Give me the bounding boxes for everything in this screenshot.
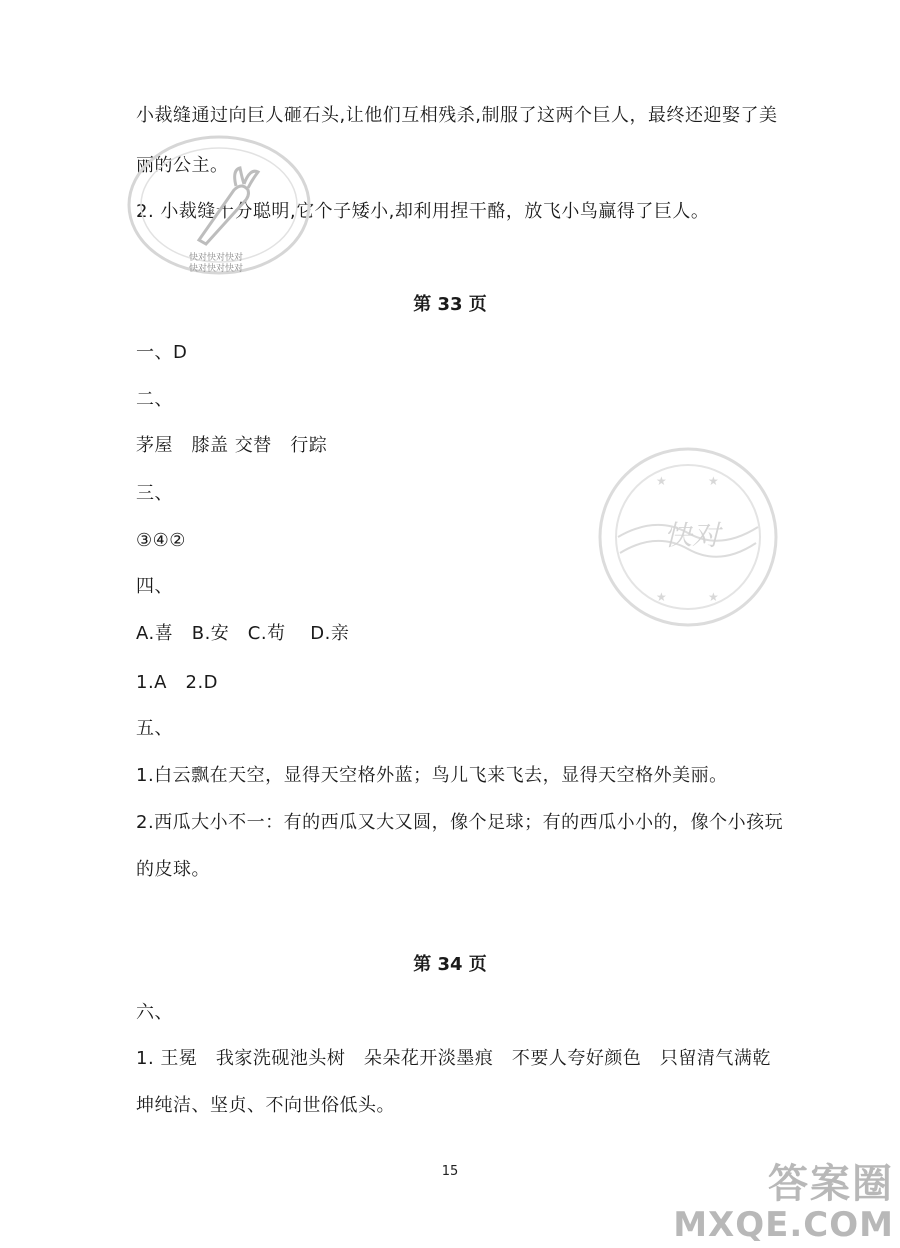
page-number: 15: [441, 1164, 459, 1179]
section-heading: 第 34 页: [413, 954, 487, 975]
answer-line: A.喜 B.安 C.苟 D.亲: [136, 623, 350, 644]
answer-line: 四、: [136, 576, 173, 597]
section-heading: 第 33 页: [413, 294, 487, 315]
answer-line: 茅屋 膝盖 交替 行踪: [136, 435, 328, 456]
watermark-url: MXQE.COM: [673, 1205, 894, 1245]
answer-line: 的皮球。: [136, 859, 210, 880]
answer-line: 一、D: [136, 342, 188, 363]
answer-line: 1.A 2.D: [136, 672, 219, 693]
svg-text:★: ★: [708, 590, 719, 604]
answer-line: 三、: [136, 483, 173, 504]
answer-line: ③④②: [136, 530, 186, 551]
answer-line: 2.西瓜大小不一：有的西瓜又大又圆，像个足球；有的西瓜小小的，像个小孩玩: [136, 812, 784, 833]
kuaidui-stamp-icon: [596, 445, 780, 629]
svg-text:★: ★: [656, 590, 667, 604]
svg-text:★: ★: [708, 474, 719, 488]
corner-watermark: [673, 1162, 894, 1244]
watermark-text: 快对快对快对: [189, 264, 244, 274]
answer-line: 1. 王冕 我家洗砚池头树 朵朵花开淡墨痕 不要人夸好颜色 只留清气满乾: [136, 1048, 771, 1069]
watermark-logo-text: 答案圈: [768, 1161, 894, 1207]
watermark-text: 快对快对快对: [189, 253, 244, 263]
stamp-text: 快对: [663, 519, 721, 552]
answer-line: 二、: [136, 389, 173, 410]
answer-line: 五、: [136, 718, 173, 739]
svg-text:★: ★: [656, 474, 667, 488]
answer-line: 丽的公主。: [136, 155, 229, 176]
answer-line: 小裁缝通过向巨人砸石头,让他们互相残杀,制服了这两个巨人，最终还迎娶了美: [136, 105, 778, 126]
answer-line: 1.白云飘在天空，显得天空格外蓝；鸟儿飞来飞去，显得天空格外美丽。: [136, 765, 728, 786]
answer-line: 坤纯洁、坚贞、不向世俗低头。: [136, 1095, 395, 1116]
answer-line: 2. 小裁缝十分聪明,它个子矮小,却利用捏干酪，放飞小鸟赢得了巨人。: [136, 201, 710, 222]
answer-line: 六、: [136, 1002, 173, 1023]
